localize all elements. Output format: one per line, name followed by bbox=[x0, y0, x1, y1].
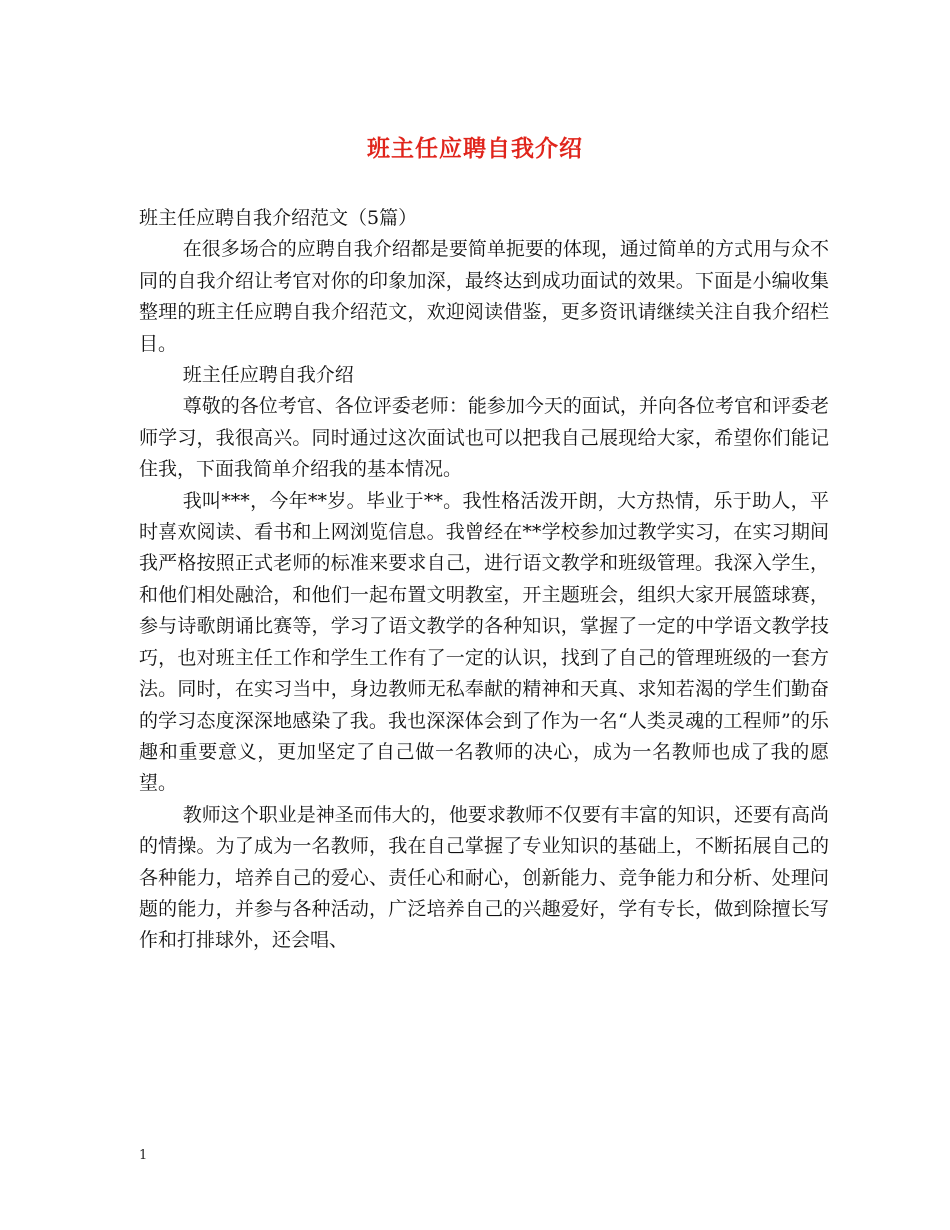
intro-paragraph: 在很多场合的应聘自我介绍都是要简单扼要的体现，通过简单的方式用与众不同的自我介绍让考官对你的印象加深，最终达到成功面试的效果。下面是小编收集整理的班主任应聘自我介绍范文，欢迎阅读借鉴，更多资讯请继续关注自我介绍栏目。 bbox=[139, 238, 829, 355]
background-paragraph: 我叫***，今年**岁。毕业于**。我性格活泼开朗，大方热情，乐于助人，平时喜欢阅读、看书和上网浏览信息。我曾经在**学校参加过教学实习，在实习期间我严格按照正式老师的标准来要求自己，进行语文教学和班级管理。我深入学生，和他们相处融洽，和他们一起布置文明教室，开主题班会，组织大家开展篮球赛，参与诗歌朗诵比赛等，学习了语文教学的各种知识，掌握了一定的中学语文教学技巧，也对班主任工作和学生工作有了一定的认识，找到了自己的管理班级的一套方法。同时，在实习当中，身边教师无私奉献的精神和天真、求知若渴的学生们勤奋的学习态度深深地感染了我。我也深深体会到了作为一名“人类灵魂的工程师”的乐趣和重要意义，更加坚定了自己做一名教师的决心，成为一名教师也成了我的愿望。 bbox=[139, 489, 829, 795]
page-number: 1 bbox=[139, 1148, 148, 1163]
document-title: 班主任应聘自我介绍 bbox=[367, 135, 583, 162]
greeting-paragraph: 尊敬的各位考官、各位评委老师：能参加今天的面试，并向各位考官和评委老师学习，我很高兴。同时通过这次面试也可以把我自己展现给大家，希望你们能记住我，下面我简单介绍我的基本情况。 bbox=[139, 395, 829, 481]
section-heading: 班主任应聘自我介绍 bbox=[182, 364, 354, 387]
document-body bbox=[139, 203, 829, 957]
document-subtitle: 班主任应聘自我介绍范文（5篇） bbox=[139, 207, 418, 229]
teaching-paragraph: 教师这个职业是神圣而伟大的，他要求教师不仅要有丰富的知识，还要有高尚的情操。为了成为一名教师，我在自己掌握了专业知识的基础上，不断拓展自己的各种能力，培养自己的爱心、责任心和耐心，创新能力、竞争能力和分析、处理问题的能力，并参与各种活动，广泛培养自己的兴趣爱好，学有专长，做到除擅长写作和打排球外，还会唱、 bbox=[139, 803, 829, 952]
